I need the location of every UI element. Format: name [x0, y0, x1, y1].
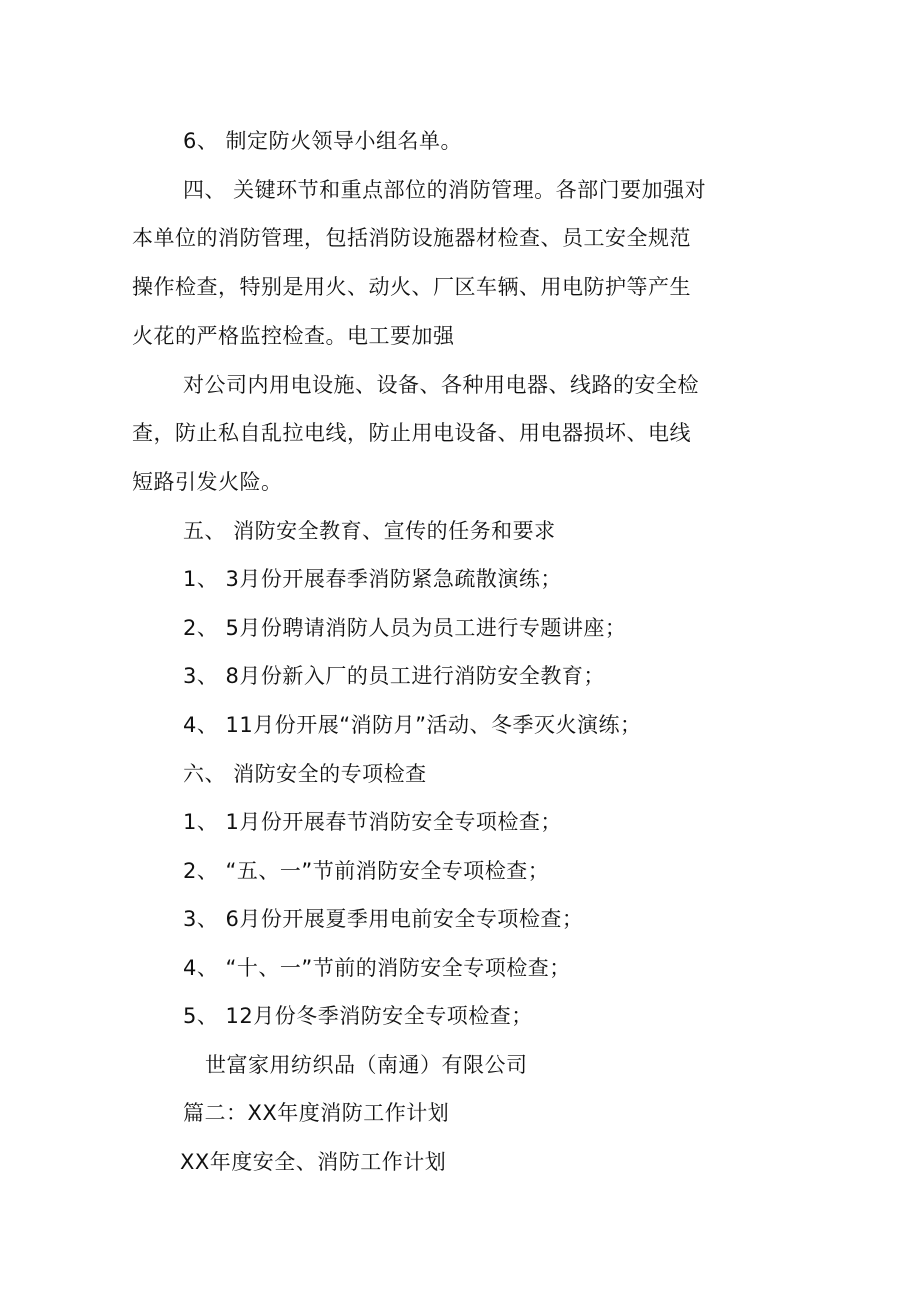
list-item: 2、 5月份聘请消防人员为员工进行专题讲座；	[183, 616, 627, 640]
list-item: 4、 “十、一”节前的消防安全专项检查；	[183, 956, 571, 980]
list-item: 5、 12月份冬季消防安全专项检查；	[183, 1004, 533, 1028]
text-line: 对公司内用电设施、设备、各种用电器、线路的安全检	[183, 373, 699, 397]
text-line: 6、 制定防火领导小组名单。	[183, 129, 463, 153]
section-heading: 五、 消防安全教育、宣传的任务和要求	[183, 519, 556, 543]
text-line: 火花的严格监控检查。电工要加强	[132, 324, 455, 348]
list-item: 2、 “五、一”节前消防安全专项检查；	[183, 859, 550, 883]
list-item: 3、 6月份开展夏季用电前安全专项检查；	[183, 907, 584, 931]
section-heading: 六、 消防安全的专项检查	[183, 762, 427, 786]
list-item: 3、 8月份新入厂的员工进行消防安全教育；	[183, 664, 605, 688]
list-item: 1、 3月份开展春季消防紧急疏散演练；	[183, 567, 562, 591]
company-name: 世富家用纺织品（南通）有限公司	[205, 1053, 528, 1077]
text-line: 短路引发火险。	[132, 470, 283, 494]
list-item: 4、 11月份开展“消防月”活动、冬季灭火演练；	[183, 713, 642, 737]
text-line: 查，防止私自乱拉电线，防止用电设备、用电器损坏、电线	[132, 421, 691, 445]
text-line: 操作检查，特别是用火、动火、厂区车辆、用电防护等产生	[132, 275, 691, 299]
section-heading: 四、 关键环节和重点部位的消防管理。各部门要加强对	[183, 178, 707, 202]
list-item: 1、 1月份开展春节消防安全专项检查；	[183, 810, 562, 834]
text-line: 本单位的消防管理，包括消防设施器材检查、员工安全规范	[132, 226, 691, 250]
plan-title: XX年度安全、消防工作计划	[180, 1150, 447, 1174]
chapter-title: 篇二：XX年度消防工作计划	[183, 1101, 450, 1125]
